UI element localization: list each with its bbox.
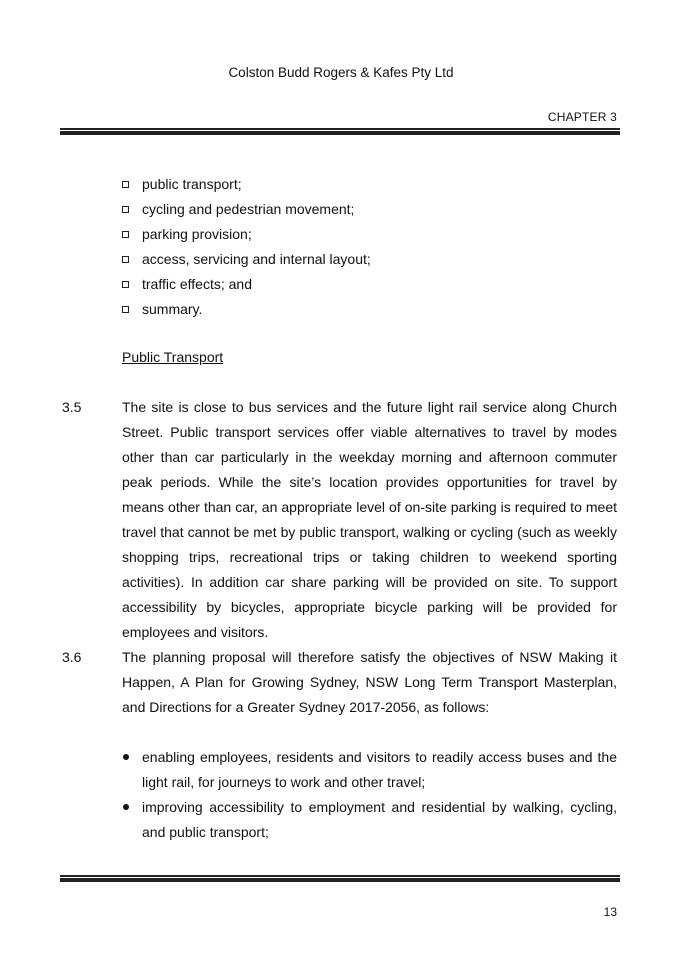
- square-bullet-icon: [122, 306, 129, 313]
- round-bullet-icon: [123, 754, 129, 760]
- list-item: enabling employees, residents and visitors to readily access buses and the light rail, for journeys to work and other travel;: [122, 745, 617, 795]
- footer-rule: [60, 875, 620, 882]
- company-name: Colston Budd Rogers & Kafes Pty Ltd: [228, 65, 454, 80]
- square-bullet-icon: [122, 181, 129, 188]
- square-bullet-icon: [122, 256, 129, 263]
- square-bullet-icon: [122, 231, 129, 238]
- list-item: access, servicing and internal layout;: [122, 247, 371, 272]
- chapter-label: CHAPTER 3: [547, 110, 617, 124]
- list-item: improving accessibility to employment and residential by walking, cycling, and public transport;: [122, 795, 617, 845]
- list-item: parking provision;: [122, 222, 371, 247]
- paragraph-number: 3.6: [62, 649, 82, 665]
- header-rule: [60, 128, 620, 135]
- page-number: 13: [603, 905, 617, 919]
- section-heading: Public Transport: [122, 349, 224, 365]
- paragraph-text: The planning proposal will therefore satisfy the objectives of NSW Making it Happen, A Plan for Growing Sydney, NSW Long Term Transport Masterplan, and Directions for a Greater Sydney 2017-2056, as follows:: [122, 649, 617, 715]
- list-item: cycling and pedestrian movement;: [122, 197, 371, 222]
- square-bullet-icon: [122, 206, 129, 213]
- list-item: traffic effects; and: [122, 272, 371, 297]
- list-item: summary.: [122, 297, 371, 322]
- list-item: public transport;: [122, 172, 371, 197]
- paragraph-text: The site is close to bus services and the future light rail service along Church Street. Public transport services offer viable alternatives to travel by modes other than car particularly in the weekday morning and afternoon commuter peak periods. While the site’s location provides opportunities for travel by means other than car, an appropriate level of on-site parking is required to meet travel that cannot be met by public transport, walking or cycling (such as weekly shopping trips, recreational trips or taking children to weekend sporting activities). In addition car share parking will be provided on site. To support accessibility by bicycles, appropriate bicycle parking will be provided for employees and visitors.: [122, 399, 617, 640]
- square-bullet-icon: [122, 281, 129, 288]
- round-bullet-icon: [123, 804, 129, 810]
- objectives-list: [122, 745, 617, 845]
- paragraph-number: 3.5: [62, 399, 82, 415]
- topics-list: [122, 172, 371, 322]
